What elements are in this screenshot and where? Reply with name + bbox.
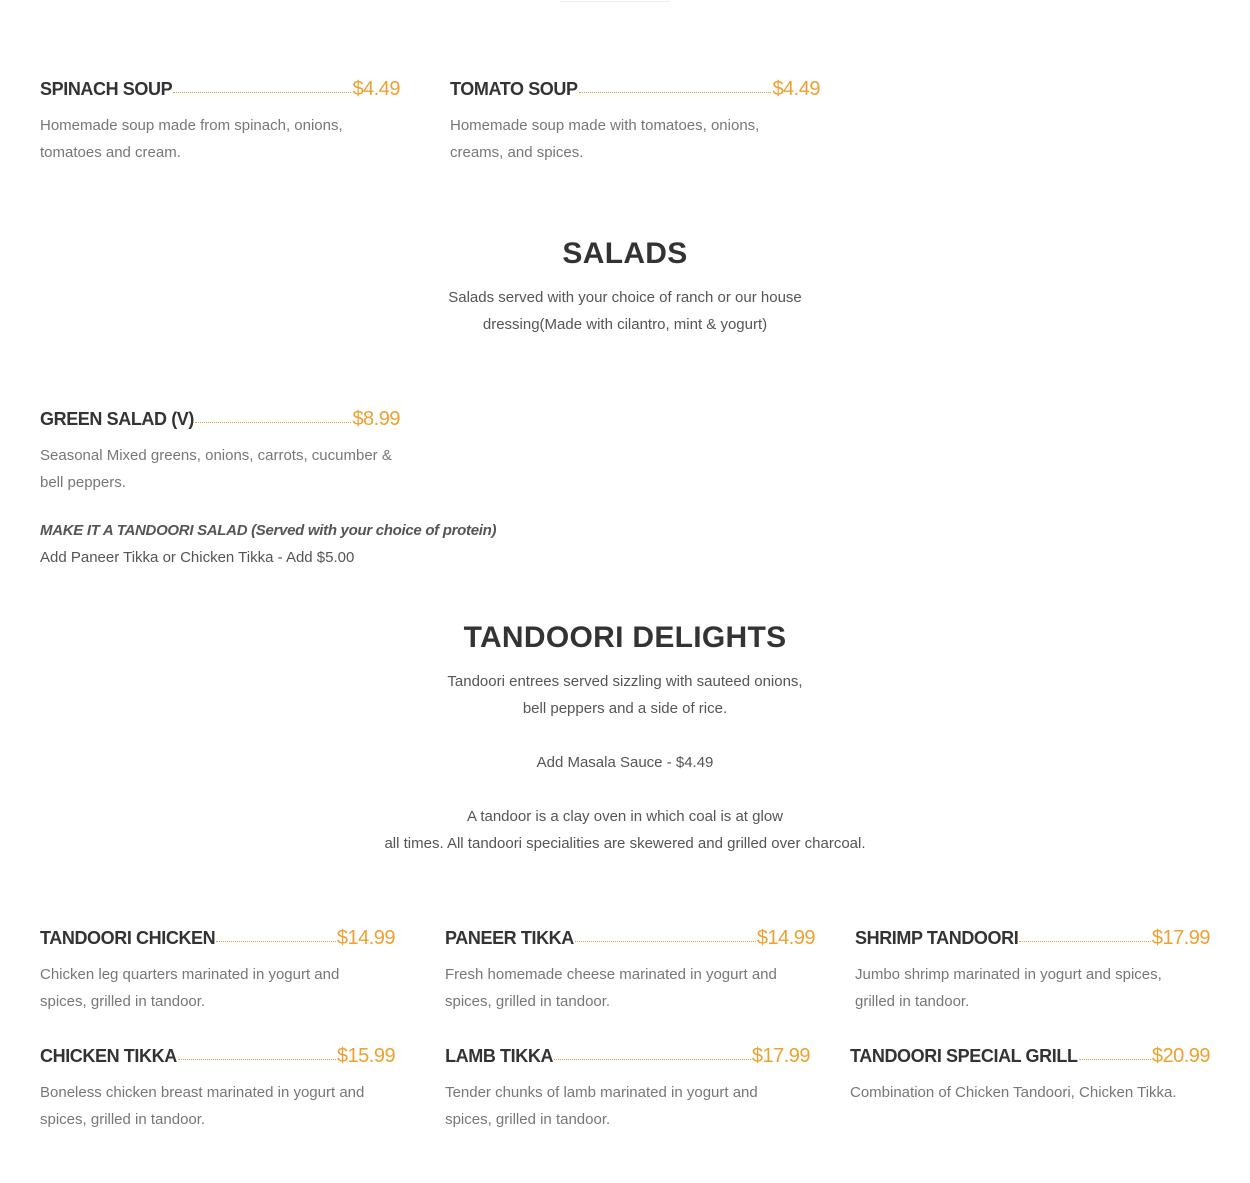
soup-row — [40, 78, 1210, 166]
menu-item-price: $8.99 — [352, 408, 400, 430]
menu-item — [855, 927, 1210, 1015]
menu-item-name: CHICKEN TIKKA — [40, 1046, 177, 1066]
tandoori-row-1 — [40, 927, 1210, 1015]
dotted-leader — [173, 92, 351, 93]
menu-item — [40, 1045, 395, 1133]
menu-item-price: $17.99 — [1151, 927, 1210, 949]
menu-item-header — [40, 78, 400, 102]
dotted-leader — [195, 422, 351, 423]
menu-item-description: Seasonal Mixed greens, onions, carrots, cucumber & bell peppers. — [40, 447, 392, 491]
tandoor-info-line-1: A tandoor is a clay oven in which coal is at glow — [466, 808, 783, 825]
menu-item — [40, 927, 395, 1015]
menu-item-price: $4.49 — [352, 78, 400, 100]
menu-item — [40, 408, 400, 496]
menu-item-description: Combination of Chicken Tandoori, Chicken Tikka. — [850, 1084, 1177, 1101]
dotted-leader — [1079, 1059, 1151, 1060]
section-subtitle-salads — [0, 284, 1250, 338]
dotted-leader — [1019, 941, 1150, 942]
dotted-leader — [178, 1059, 336, 1060]
menu-item-description: Tender chunks of lamb marinated in yogurt and spices, grilled in tandoor. — [445, 1084, 758, 1128]
menu-item-name: PANEER TIKKA — [445, 928, 574, 948]
masala-sauce-note: Add Masala Sauce - $4.49 — [536, 754, 714, 771]
menu-item — [850, 1045, 1210, 1133]
salad-row — [40, 408, 1210, 496]
dotted-leader — [575, 941, 756, 942]
menu-item-name: SHRIMP TANDOORI — [855, 928, 1019, 948]
menu-item — [445, 1045, 810, 1133]
menu-item-description: Fresh homemade cheese marinated in yogurt and spices, grilled in tandoor. — [445, 966, 777, 1010]
menu-item-price: $17.99 — [751, 1045, 810, 1067]
menu-item-description: Homemade soup made with tomatoes, onions, creams, and spices. — [450, 117, 760, 161]
menu-item-price: $20.99 — [1151, 1045, 1210, 1067]
tandoori-subtitle-text: Tandoori entrees served sizzling with sauteed onions, bell peppers and a side of rice. — [447, 673, 803, 717]
dotted-leader — [579, 92, 772, 93]
menu-item-name: SPINACH SOUP — [40, 79, 173, 99]
menu-item-price: $4.49 — [772, 78, 820, 100]
menu-item-name: LAMB TIKKA — [445, 1046, 554, 1066]
dotted-leader — [216, 941, 336, 942]
menu-item-header — [450, 78, 820, 102]
section-subtitle-tandoori — [0, 668, 1250, 722]
menu-item-price: $14.99 — [756, 927, 815, 949]
menu-item-header — [850, 1045, 1210, 1069]
menu-item-description: Jumbo shrimp marinated in yogurt and spices, grilled in tandoor. — [855, 966, 1162, 1010]
menu-item-name: TANDOORI CHICKEN — [40, 928, 216, 948]
tandoori-salad-addon: Add Paneer Tikka or Chicken Tikka - Add $5.00 — [40, 549, 355, 566]
tandoor-info-line-2: all times. All tandoori specialities are skewered and grilled over charcoal. — [384, 835, 866, 852]
menu-item-description: Boneless chicken breast marinated in yogurt and spices, grilled in tandoor. — [40, 1084, 365, 1128]
section-title-salads: SALADS — [562, 237, 688, 270]
dotted-leader — [554, 1059, 751, 1060]
menu-item — [40, 78, 400, 166]
menu-item-header — [445, 927, 815, 951]
menu-item-name: TOMATO SOUP — [450, 79, 578, 99]
menu-item-description: Chicken leg quarters marinated in yogurt and spices, grilled in tandoor. — [40, 966, 340, 1010]
tandoori-salad-note: MAKE IT A TANDOORI SALAD (Served with your choice of protein) — [40, 522, 497, 539]
previous-section-divider — [560, 0, 670, 2]
menu-item-name: GREEN SALAD (V) — [40, 409, 195, 429]
menu-item — [445, 927, 815, 1015]
menu-item-header — [40, 408, 400, 432]
menu-item-header — [40, 927, 395, 951]
salads-subtitle-text: Salads served with your choice of ranch or our house dressing(Made with cilantro, mint & yogurt) — [448, 289, 802, 333]
menu-item-header — [40, 1045, 395, 1069]
menu-item-header — [445, 1045, 810, 1069]
menu-item — [450, 78, 820, 166]
tandoori-row-2 — [40, 1045, 1210, 1133]
menu-item-price: $14.99 — [336, 927, 395, 949]
menu-item-price: $15.99 — [336, 1045, 396, 1067]
section-title-tandoori: TANDOORI DELIGHTS — [463, 621, 787, 654]
menu-item-description: Homemade soup made from spinach, onions, tomatoes and cream. — [40, 117, 343, 161]
menu-item-header — [855, 927, 1210, 951]
menu-item-name: TANDOORI SPECIAL GRILL — [850, 1046, 1078, 1066]
